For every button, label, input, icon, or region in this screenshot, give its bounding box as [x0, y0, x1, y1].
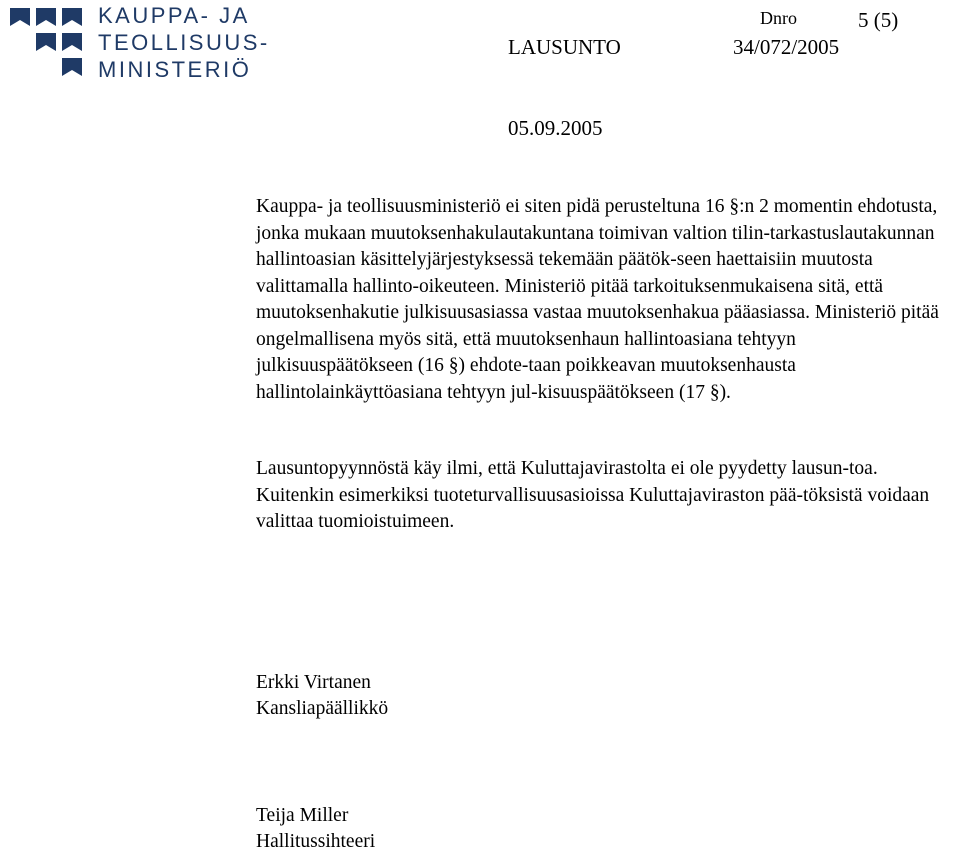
logo-line-2: TEOLLISUUS-: [98, 30, 270, 55]
logo-line-1: KAUPPA- JA: [98, 3, 250, 28]
signatory-name: Erkki Virtanen: [256, 672, 371, 693]
page-number: 5 (5): [858, 8, 899, 32]
dnro-label: Dnro: [760, 8, 797, 28]
logo-line-3: MINISTERIÖ: [98, 57, 252, 82]
signatory-title: Hallitussihteeri: [256, 831, 376, 852]
ministry-logo-icon: [8, 6, 88, 82]
signature-block-2: [256, 803, 375, 855]
document-date: 05.09.2005: [508, 116, 603, 140]
ministry-logo-text: [98, 2, 298, 83]
document-number: 34/072/2005: [733, 35, 840, 59]
signatory-name: Teija Miller: [256, 805, 349, 826]
signatory-title: Kansliapäällikkö: [256, 698, 389, 719]
body-paragraph-1: Kauppa- ja teollisuusministeriö ei siten pidä perusteltuna 16 §:n 2 momentin ehdotusta, jonka mukaan muutoksenhakulautakuntana toimivan valtion tilin-tarkastuslautakunnan hallintoasian käsittelyjärjestyksessä tekemään päätök-seen haettaisiin muutosta valittamalla hallinto-oikeuteen. Ministeriö pitää tarkoituksenmukaisena sitä, että muutoksenhakutie julkisuusasiassa vastaa muutoksenhakua pääasiassa. Ministeriö pitää ongelmallisena myös sitä, että muutoksenhaun hallintoasiana tehtyyn julkisuuspäätökseen (16 §) ehdote-taan poikkeavan muutoksenhausta hallintolainkäyttöasiana tehtyyn jul-kisuuspäätökseen (17 §).: [256, 196, 939, 403]
document-type: LAUSUNTO: [508, 35, 621, 59]
signature-block-1: [256, 670, 388, 722]
body-paragraph-2: Lausuntopyynnöstä käy ilmi, että Kuluttajavirastolta ei ole pyydetty lausun-toa. Kuitenkin esimerkiksi tuoteturvallisuusasioissa Kuluttajaviraston pää-töksistä voidaan valittaa tuomioistuimeen.: [256, 458, 930, 532]
